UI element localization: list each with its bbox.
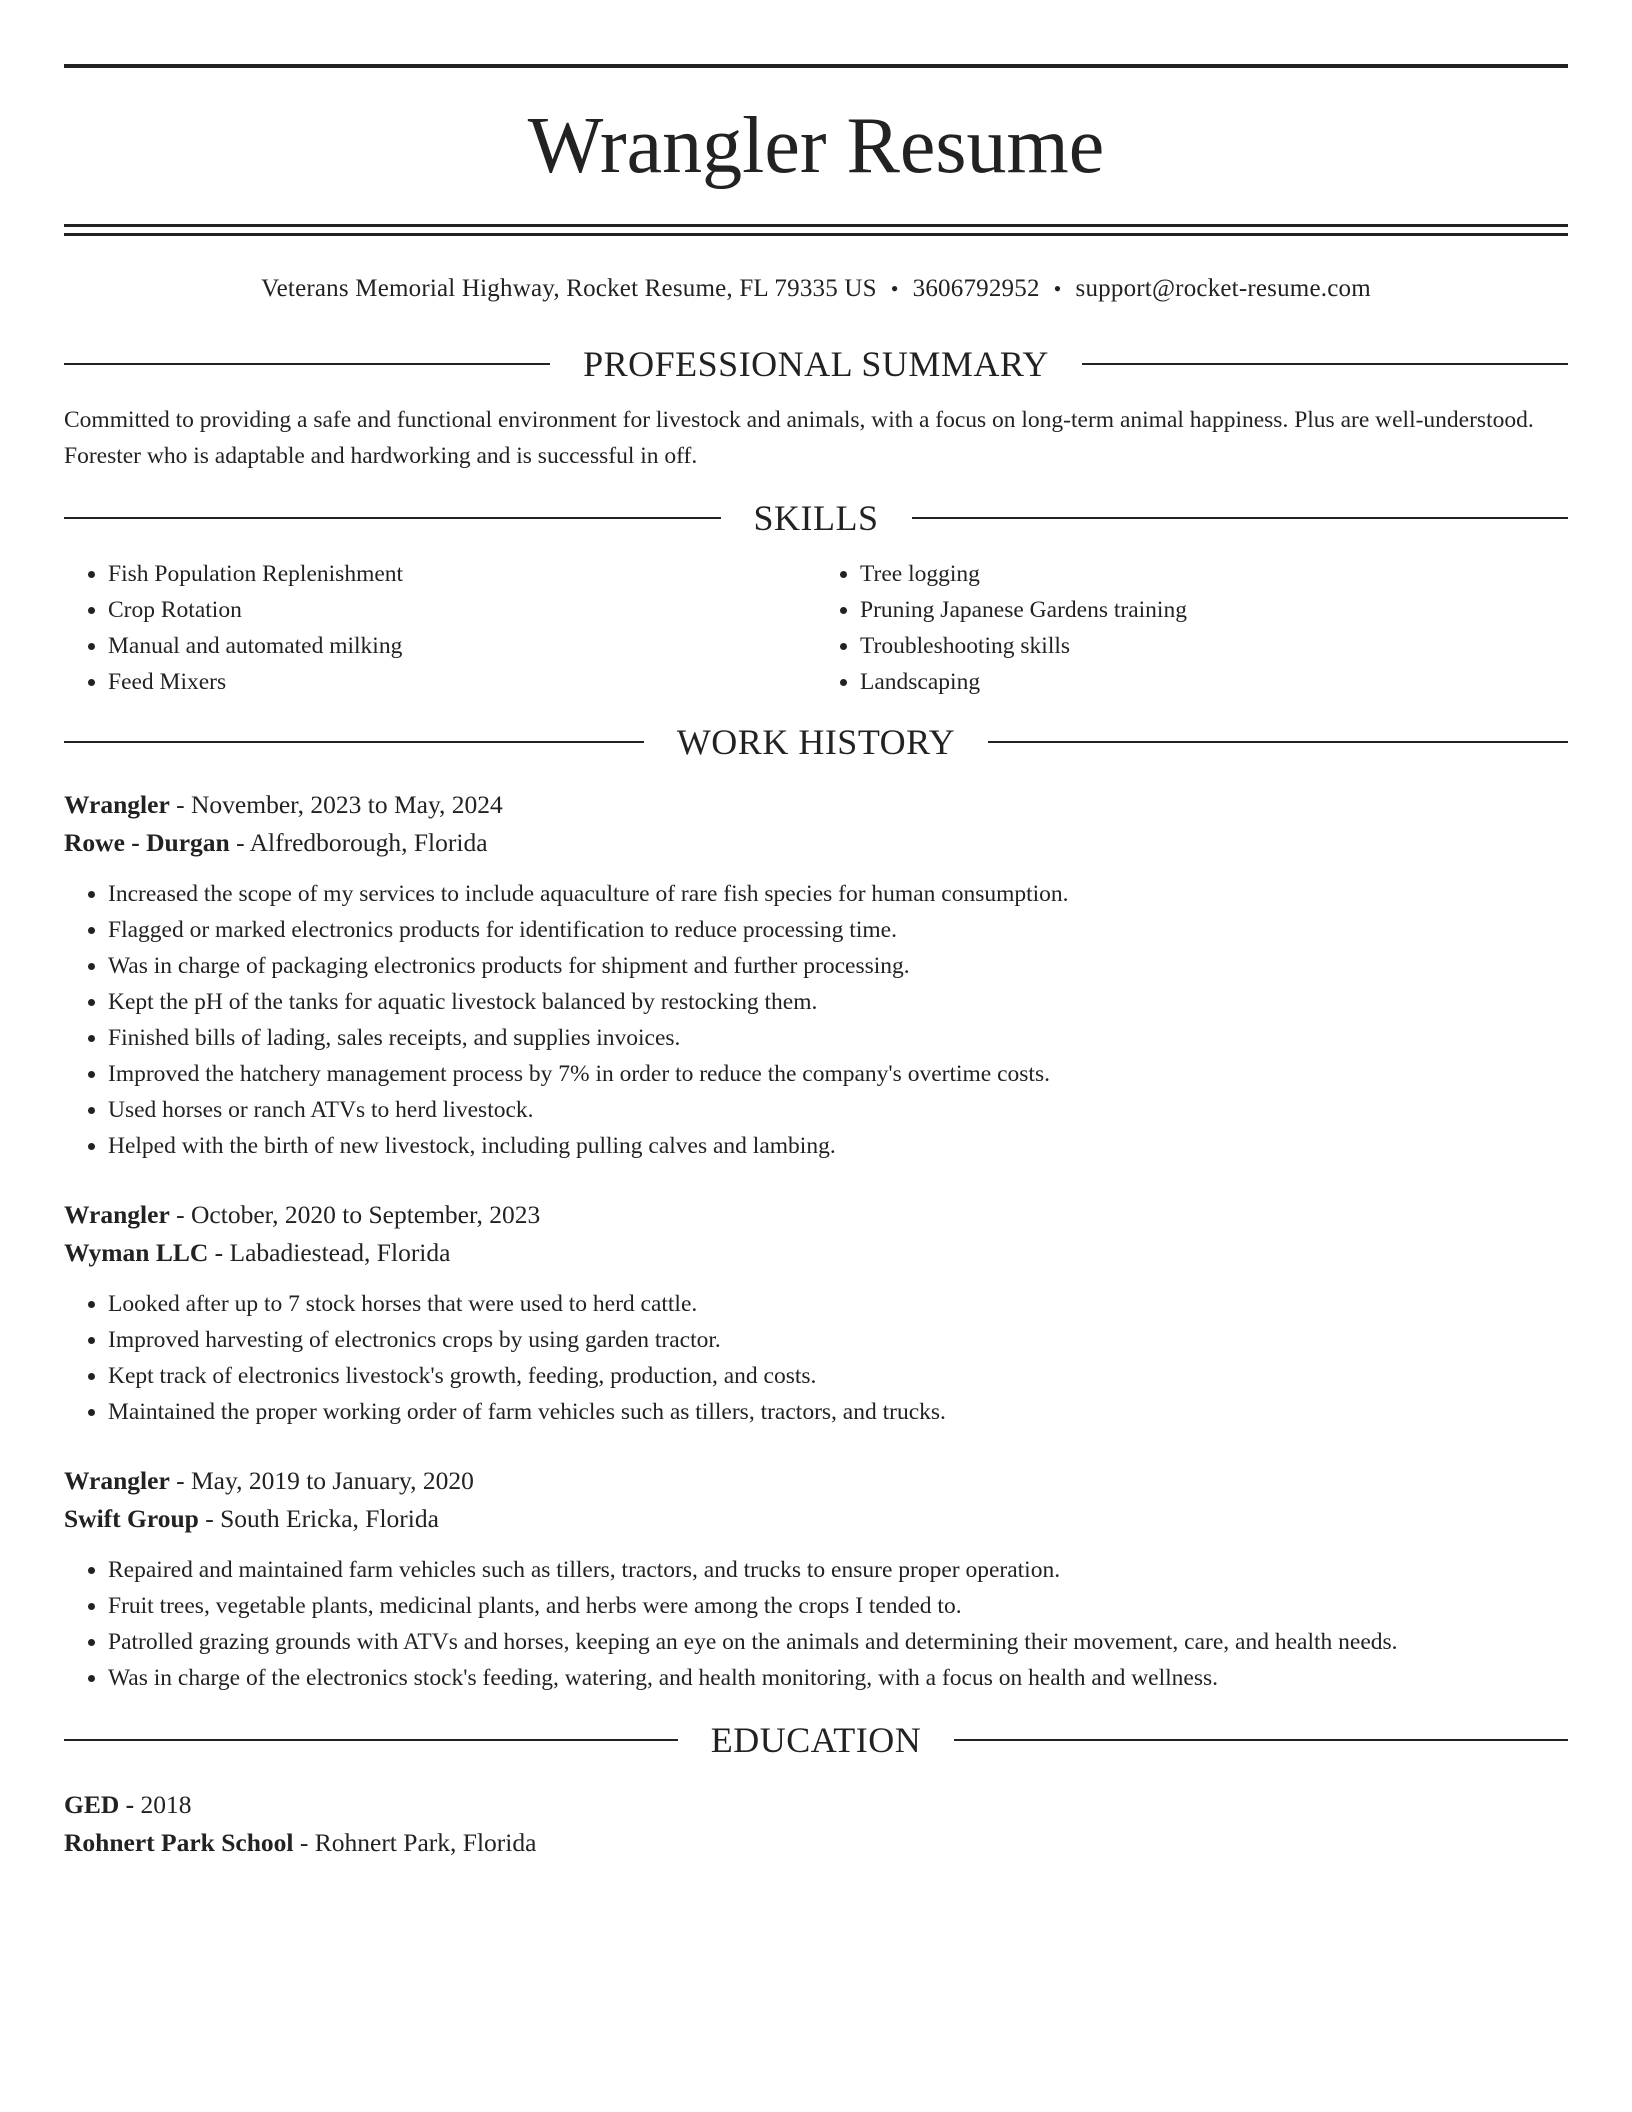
- phone: 3606792952: [912, 275, 1040, 302]
- job-entry: [64, 1462, 1568, 1696]
- education-degree: GED -: [64, 1789, 135, 1819]
- job-bullet: • Improved the hatchery management process by 7% in order to reduce the company's overtime costs.: [108, 1056, 1568, 1092]
- address: Veterans Memorial Highway, Rocket Resume, FL 79335 US: [261, 275, 877, 302]
- top-rule: [64, 64, 1568, 68]
- resume-page: [64, 64, 1568, 1862]
- divider-line: [64, 741, 644, 743]
- job-location: - Alfredborough, Florida: [229, 827, 488, 857]
- job-bullets: [64, 1286, 1568, 1430]
- title-rule-2: [64, 233, 1568, 236]
- job-location: - South Ericka, Florida: [198, 1503, 439, 1533]
- title-rule-1: [64, 224, 1568, 227]
- skill-item: • Feed Mixers: [108, 664, 816, 700]
- job-bullet: • Maintained the proper working order of farm vehicles such as tillers, tractors, and trucks.: [108, 1394, 1568, 1430]
- job-bullet: • Kept the pH of the tanks for aquatic livestock balanced by restocking them.: [108, 984, 1568, 1020]
- job-title-line: [64, 1462, 1568, 1500]
- job-company-line: [64, 1500, 1568, 1538]
- job-company: Swift Group: [64, 1503, 199, 1533]
- education-year: 2018: [134, 1789, 192, 1819]
- email: support@rocket-resume.com: [1075, 275, 1371, 302]
- job-dates: - November, 2023 to May, 2024: [169, 789, 503, 819]
- education-school: Rohnert Park School: [64, 1827, 294, 1857]
- job-bullet: • Fruit trees, vegetable plants, medicinal plants, and herbs were among the crops I tended to.: [108, 1588, 1568, 1624]
- skills-column-left: [64, 556, 816, 700]
- job-bullet: • Improved harvesting of electronics crops by using garden tractor.: [108, 1322, 1568, 1358]
- education-school-line: [64, 1824, 1568, 1862]
- job-role: Wrangler: [64, 1465, 170, 1495]
- resume-title: Wrangler Resume: [527, 102, 1105, 190]
- job-location: - Labadiestead, Florida: [208, 1237, 451, 1267]
- separator: •: [1053, 276, 1062, 301]
- job-dates: - May, 2019 to January, 2020: [169, 1465, 474, 1495]
- job-bullets: [64, 1552, 1568, 1696]
- skill-item: • Pruning Japanese Gardens training: [860, 592, 1568, 628]
- job-company: Rowe - Durgan: [64, 827, 230, 857]
- section-header-skills: [64, 498, 1568, 538]
- job-bullet: • Patrolled grazing grounds with ATVs and horses, keeping an eye on the animals and determining their movement, care, and health needs.: [108, 1624, 1568, 1660]
- job-bullet: • Used horses or ranch ATVs to herd livestock.: [108, 1092, 1568, 1128]
- job-bullet: • Kept track of electronics livestock's growth, feeding, production, and costs.: [108, 1358, 1568, 1394]
- skill-item: • Fish Population Replenishment: [108, 556, 816, 592]
- section-title: EDUCATION: [710, 1719, 922, 1760]
- section-title: SKILLS: [753, 497, 879, 538]
- job-bullet: • Looked after up to 7 stock horses that were used to herd cattle.: [108, 1286, 1568, 1322]
- divider-line: [1082, 363, 1568, 365]
- job-bullet: • Repaired and maintained farm vehicles such as tillers, tractors, and trucks to ensure proper operation.: [108, 1552, 1568, 1588]
- contact-line: [64, 272, 1568, 306]
- job-company-line: [64, 1234, 1568, 1272]
- skills-column-right: [816, 556, 1568, 700]
- job-entry: [64, 786, 1568, 1164]
- skill-item: • Landscaping: [860, 664, 1568, 700]
- skill-item: • Troubleshooting skills: [860, 628, 1568, 664]
- job-dates: - October, 2020 to September, 2023: [169, 1199, 541, 1229]
- divider-line: [64, 517, 721, 519]
- skill-item: • Crop Rotation: [108, 592, 816, 628]
- section-title: PROFESSIONAL SUMMARY: [583, 344, 1049, 384]
- job-bullet: • Finished bills of lading, sales receipts, and supplies invoices.: [108, 1020, 1568, 1056]
- job-company: Wyman LLC: [64, 1237, 209, 1267]
- education-entry: [64, 1786, 1568, 1862]
- section-header-work: [64, 722, 1568, 762]
- job-bullet: • Helped with the birth of new livestock, including pulling calves and lambing.: [108, 1128, 1568, 1164]
- section-title: WORK HISTORY: [676, 721, 956, 762]
- job-bullets: [64, 876, 1568, 1164]
- job-title-line: [64, 786, 1568, 824]
- divider-line: [912, 517, 1569, 519]
- section-header-education: [64, 1720, 1568, 1760]
- divider-line: [64, 363, 550, 365]
- divider-line: [954, 1739, 1568, 1741]
- job-company-line: [64, 824, 1568, 862]
- skills-list: [64, 556, 1568, 700]
- job-entry: [64, 1196, 1568, 1430]
- summary-text: Committed to providing a safe and functional environment for livestock and animals, with a focus on long-term animal happiness. Plus are well-understood. Forester who is adaptable and hardworking and is successful in off.: [64, 407, 1534, 469]
- skill-item: • Manual and automated milking: [108, 628, 816, 664]
- job-title-line: [64, 1196, 1568, 1234]
- separator: •: [890, 276, 899, 301]
- section-header-summary: [64, 344, 1568, 384]
- skill-item: • Tree logging: [860, 556, 1568, 592]
- divider-line: [988, 741, 1568, 743]
- job-bullet: • Increased the scope of my services to include aquaculture of rare fish species for human consumption.: [108, 876, 1568, 912]
- job-role: Wrangler: [64, 789, 170, 819]
- divider-line: [64, 1739, 678, 1741]
- education-degree-line: [64, 1786, 1568, 1824]
- job-bullet: • Flagged or marked electronics products for identification to reduce processing time.: [108, 912, 1568, 948]
- education-location: - Rohnert Park, Florida: [293, 1827, 537, 1857]
- job-bullet: • Was in charge of packaging electronics products for shipment and further processing.: [108, 948, 1568, 984]
- job-bullet: • Was in charge of the electronics stock's feeding, watering, and health monitoring, with a focus on health and wellness.: [108, 1660, 1568, 1696]
- job-role: Wrangler: [64, 1199, 170, 1229]
